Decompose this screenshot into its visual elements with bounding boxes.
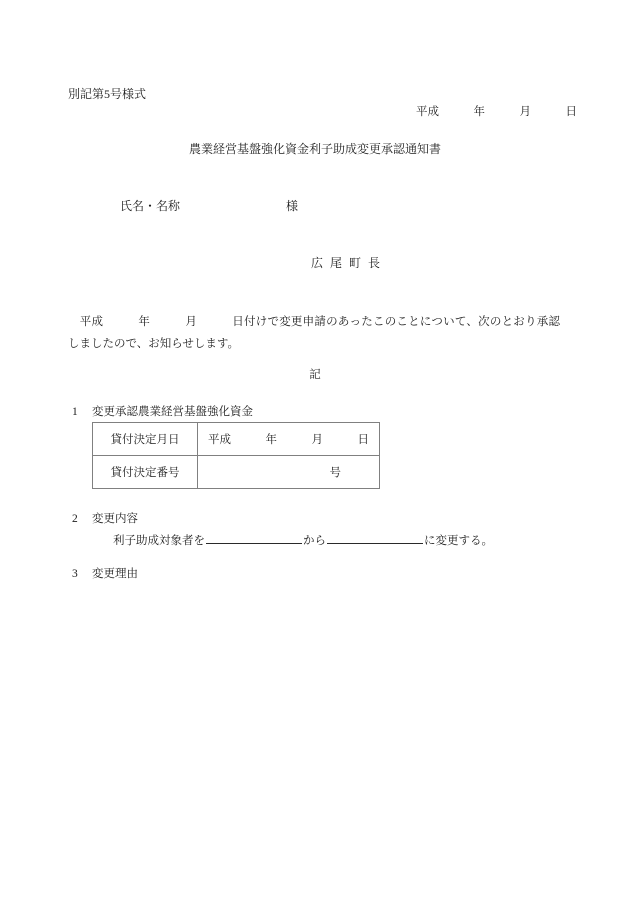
document-date-line: 平成 年 月 日 (416, 106, 577, 118)
ki-marker: 記 (309, 369, 321, 381)
loan-decision-date-header: 貸付決定月日 (93, 423, 198, 456)
section-1-label: 変更承認農業経営基盤強化資金 (92, 406, 253, 418)
addressee-label: 氏名・名称 (120, 199, 181, 213)
change-line-suffix: に変更する。 (424, 535, 493, 547)
loan-decision-date-value[interactable]: 平成 年 月 日 (198, 423, 380, 456)
loan-decision-number-header: 貸付決定番号 (93, 456, 198, 489)
change-line-prefix: 利子助成対象者を (113, 535, 205, 547)
body-paragraph: 平成 年 月 日付けで変更申請のあったこのことについて、次のとおり承認しましたので、お知らせします。 (68, 316, 560, 351)
loan-decision-number-value[interactable]: 号 (198, 456, 380, 489)
section-2-label: 変更内容 (92, 513, 138, 525)
change-from-blank[interactable] (206, 530, 302, 544)
section-2-number: 2 (72, 513, 78, 525)
issuer-name: 広尾町長 (311, 256, 388, 270)
form-number: 別記第5号様式 (68, 87, 147, 101)
change-line-middle: から (303, 535, 326, 547)
change-to-blank[interactable] (327, 530, 423, 544)
document-title: 農業経営基盤強化資金利子助成変更承認通知書 (188, 142, 441, 156)
table-row (93, 423, 380, 456)
table-row (93, 456, 380, 489)
addressee-honorific: 様 (286, 199, 299, 213)
section-3-number: 3 (72, 568, 78, 580)
change-content-line (113, 530, 493, 551)
section-1-number: 1 (72, 406, 78, 418)
loan-decision-table (92, 422, 380, 489)
section-3-label: 変更理由 (92, 568, 138, 580)
